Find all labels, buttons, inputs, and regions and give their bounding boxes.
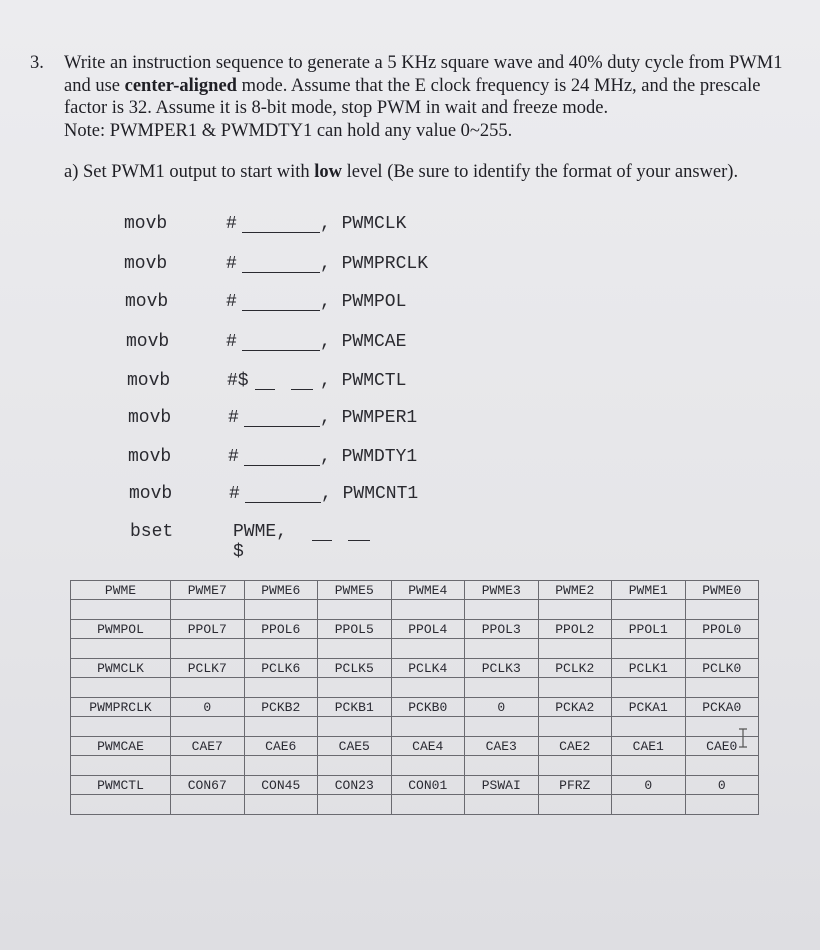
register-bit-cell: 0 [465,698,539,717]
answer-bit-cell[interactable] [685,639,759,659]
answer-bit-cell[interactable] [685,678,759,698]
answer-bit-cell[interactable] [318,678,392,698]
register-name-cell: PWMCAE [71,737,171,756]
register-bit-cell: PCKA0 [685,698,759,717]
register-bit-cell: CAE7 [171,737,245,756]
answer-label-cell [71,795,171,815]
register-bit-cell: PCLK7 [171,659,245,678]
register-bit-cell: PCLK0 [685,659,759,678]
code-register: , PWMCTL [320,371,407,391]
question-note: Note: PWMPER1 & PWMDTY1 can hold any value 0~255. [64,120,513,141]
answer-blank[interactable] [291,371,313,390]
register-bit-cell: PCLK2 [538,659,612,678]
part-a-text-2: level (Be sure to identify the format of your answer). [342,162,739,182]
register-bit-cell: 0 [612,776,686,795]
answer-bit-cell[interactable] [318,600,392,620]
register-row [71,776,759,795]
answer-bit-cell[interactable] [538,717,612,737]
answer-bit-cell[interactable] [465,795,539,815]
register-bit-cell: CON67 [171,776,245,795]
answer-bit-cell[interactable] [318,795,392,815]
register-bit-cell: CAE1 [612,737,686,756]
code-register: , PWMPER1 [320,408,418,428]
answer-bit-cell[interactable] [244,795,318,815]
answer-bit-cell[interactable] [391,795,465,815]
register-bit-cell: PPOL7 [171,620,245,639]
register-bit-cell: CAE5 [318,737,392,756]
register-bit-cell: PCKA2 [538,698,612,717]
register-bit-cell: PCKB0 [391,698,465,717]
code-opcode: movb [128,447,172,467]
answer-row [71,717,759,737]
answer-label-cell [71,756,171,776]
code-opcode: movb [128,408,172,428]
answer-blank[interactable] [245,484,321,503]
code-opcode: movb [127,371,171,391]
code-register: , PWMDTY1 [320,447,418,467]
question-bold-term: center-aligned [124,75,237,96]
register-name-cell: PWMPOL [71,620,171,639]
code-prefix: # [226,292,237,312]
code-register: , PWMCLK [320,214,407,234]
answer-bit-cell[interactable] [612,795,686,815]
answer-bit-cell[interactable] [244,678,318,698]
answer-blank[interactable] [242,292,320,311]
register-row [71,581,759,600]
answer-label-cell [71,678,171,698]
answer-bit-cell[interactable] [612,756,686,776]
answer-label-cell [71,717,171,737]
answer-bit-cell[interactable] [244,717,318,737]
answer-blank[interactable] [244,447,320,466]
register-bit-cell: PPOL3 [465,620,539,639]
register-bit-cell: PWME6 [244,581,318,600]
register-bit-cell: PWME2 [538,581,612,600]
answer-row [71,678,759,698]
register-row [71,620,759,639]
register-bit-cell: CAE6 [244,737,318,756]
answer-bit-cell[interactable] [465,639,539,659]
code-opcode: movb [129,484,173,504]
answer-bit-cell[interactable] [171,639,245,659]
code-prefix: # [226,332,237,352]
register-bit-cell: PCKB1 [318,698,392,717]
register-bit-cell: 0 [171,698,245,717]
answer-bit-cell[interactable] [391,600,465,620]
register-row [71,659,759,678]
register-name-cell: PWMCLK [71,659,171,678]
answer-bit-cell[interactable] [171,795,245,815]
question-text-part-1: Write an instruction sequence to generate a 5 KHz square wave and 40% duty cycle from PWM1 and use [64,53,783,96]
code-prefix: # [228,447,239,467]
register-bit-cell: PFRZ [538,776,612,795]
answer-bit-cell[interactable] [465,717,539,737]
code-register: , PWMPRCLK [320,254,429,274]
answer-row [71,600,759,620]
answer-bit-cell[interactable] [612,717,686,737]
answer-blank[interactable] [242,254,320,273]
answer-bit-cell[interactable] [685,756,759,776]
code-opcode: movb [126,332,170,352]
register-bit-cell: PPOL5 [318,620,392,639]
register-bit-cell: PCKA1 [612,698,686,717]
answer-bit-cell[interactable] [318,717,392,737]
code-opcode: movb [124,254,168,274]
register-bit-cell: CAE3 [465,737,539,756]
answer-blank[interactable] [242,332,320,351]
register-bit-cell: PWME5 [318,581,392,600]
register-bit-cell: PCLK1 [612,659,686,678]
register-table-body [71,581,759,815]
answer-bit-cell[interactable] [244,600,318,620]
register-bit-cell: PPOL6 [244,620,318,639]
register-name-cell: PWME [71,581,171,600]
code-prefix: # [226,254,237,274]
register-bit-cell: PWME3 [465,581,539,600]
register-bit-cell: CON01 [391,776,465,795]
answer-blank[interactable] [242,214,320,233]
register-bit-cell: PCLK4 [391,659,465,678]
register-bit-cell: PWME4 [391,581,465,600]
answer-blank[interactable] [312,522,332,541]
answer-bit-cell[interactable] [171,600,245,620]
answer-bit-cell[interactable] [685,795,759,815]
answer-label-cell [71,639,171,659]
register-row [71,737,759,756]
register-bit-cell: PSWAI [465,776,539,795]
answer-bit-cell[interactable] [538,756,612,776]
register-name-cell: PWMCTL [71,776,171,795]
register-bit-cell: PCLK3 [465,659,539,678]
code-register: , PWMCNT1 [321,484,419,504]
answer-bit-cell[interactable] [685,600,759,620]
answer-bit-cell[interactable] [612,639,686,659]
answer-bit-cell[interactable] [465,756,539,776]
answer-bit-cell[interactable] [465,678,539,698]
code-opcode: bset [130,522,174,542]
pwm-register-table [70,580,758,815]
answer-bit-cell[interactable] [391,639,465,659]
answer-bit-cell[interactable] [538,600,612,620]
answer-row [71,795,759,815]
answer-bit-cell[interactable] [391,717,465,737]
register-bit-cell: PPOL4 [391,620,465,639]
answer-bit-cell[interactable] [171,717,245,737]
part-a-text-1: a) Set PWM1 output to start with [64,162,315,182]
answer-blank[interactable] [255,371,275,390]
register-bit-cell: PCLK6 [244,659,318,678]
answer-bit-cell[interactable] [538,639,612,659]
register-bit-cell: CON23 [318,776,392,795]
register-bit-cell: PWME1 [612,581,686,600]
answer-bit-cell[interactable] [244,639,318,659]
register-bit-cell: PWME7 [171,581,245,600]
code-prefix: # [229,484,240,504]
answer-blank[interactable] [348,522,370,541]
code-opcode: movb [125,292,169,312]
answer-bit-cell[interactable] [538,795,612,815]
answer-bit-cell[interactable] [318,756,392,776]
register-bit-cell: PCLK5 [318,659,392,678]
answer-row [71,639,759,659]
answer-bit-cell[interactable] [391,756,465,776]
code-prefix: # [228,408,239,428]
register-row [71,698,759,717]
register-bit-cell: PWME0 [685,581,759,600]
register-bit-cell: PCKB2 [244,698,318,717]
code-prefix: # [226,214,237,234]
part-a-bold: low [314,162,342,182]
answer-bit-cell[interactable] [538,678,612,698]
register-bit-cell: PPOL1 [612,620,686,639]
answer-bit-cell[interactable] [612,600,686,620]
answer-bit-cell[interactable] [171,756,245,776]
register-bit-cell: CON45 [244,776,318,795]
register-bit-cell: 0 [685,776,759,795]
register-bit-cell: CAE0 [685,737,759,756]
code-opcode: movb [124,214,168,234]
answer-bit-cell[interactable] [391,678,465,698]
answer-bit-cell[interactable] [612,678,686,698]
register-bit-cell: CAE2 [538,737,612,756]
question-text-part-2: mode. Assume that the E clock frequency is 24 MHz, and the prescale factor is 32. Assume it is 8-bit mode, stop PWM in wait and freeze mode. [64,75,761,118]
code-register: , PWMCAE [320,332,407,352]
answer-bit-cell[interactable] [465,600,539,620]
answer-blank[interactable] [244,408,320,427]
register-bit-cell: CAE4 [391,737,465,756]
answer-row [71,756,759,776]
register-name-cell: PWMPRCLK [71,698,171,717]
answer-bit-cell[interactable] [244,756,318,776]
register-bit-cell: PPOL0 [685,620,759,639]
code-prefix: #$ [227,371,249,391]
register-bit-cell: PPOL2 [538,620,612,639]
text-cursor-icon [737,728,749,748]
question-number: 3. [30,53,44,73]
answer-bit-cell[interactable] [318,639,392,659]
code-register: , PWMPOL [320,292,407,312]
answer-bit-cell[interactable] [171,678,245,698]
answer-label-cell [71,600,171,620]
code-prefix: PWME, $ [233,522,288,562]
